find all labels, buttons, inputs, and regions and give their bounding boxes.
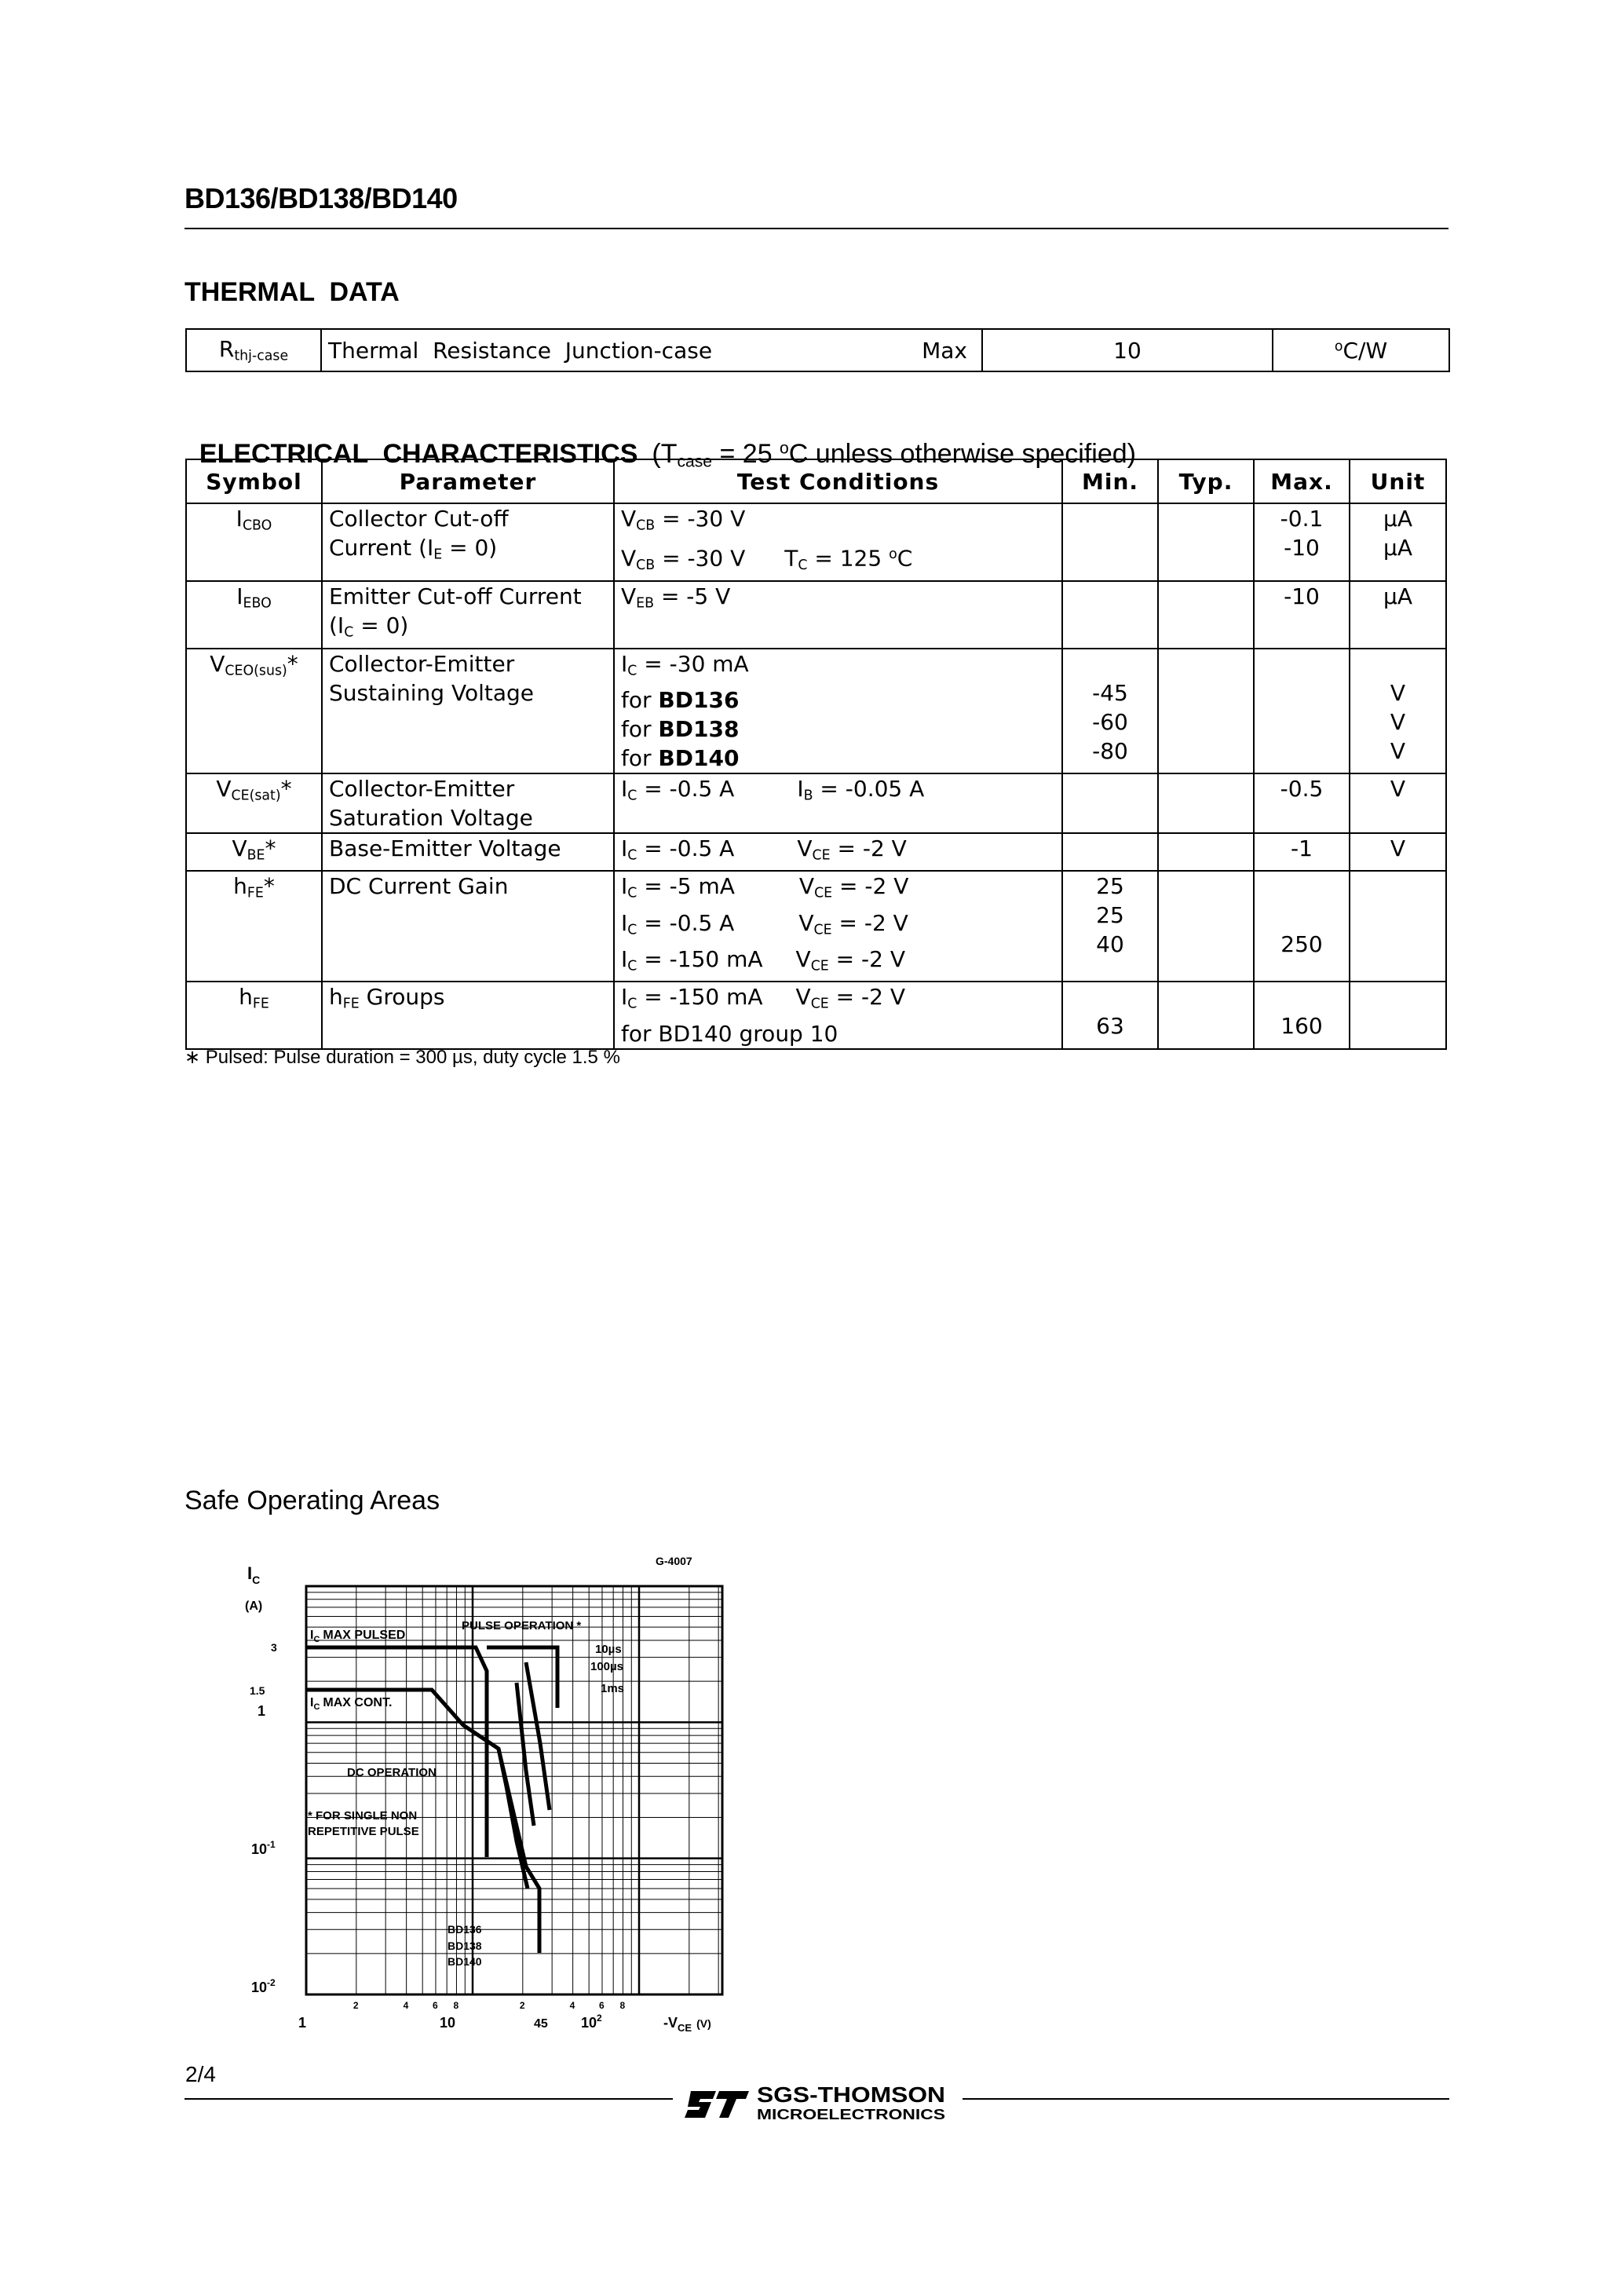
typ-cell (1158, 649, 1254, 773)
conditions-cell: $I_C = -30$ mA for BD136 for BD138 for BD140 (614, 649, 1062, 773)
conditions-cell: $V_{CB} = -30$ V $V_{CB} = -30$ V $T_C = 125$ $^o$C (614, 503, 1062, 581)
ann-100us: 100µs (590, 1660, 624, 1673)
unit-cell (1350, 982, 1446, 1048)
ann-dc-operation: DC OPERATION (347, 1766, 437, 1779)
max-cell: 250 (1254, 871, 1350, 982)
pulse-1ms-line (517, 1683, 534, 1826)
document-title: BD136/BD138/BD140 (184, 182, 458, 214)
symbol-cell: $V_{BE}*$ (186, 833, 322, 871)
symbol-cell: $I_{CBO}$ (186, 503, 322, 581)
unit-cell: V (1350, 773, 1446, 833)
thermal-parameter: Thermal Resistance Junction-case Max (321, 329, 982, 371)
symbol-cell: $V_{CEO(sus)}*$ (186, 649, 322, 773)
footer-rule-left (184, 2098, 673, 2100)
logo-line1: SGS-THOMSON (757, 2082, 945, 2107)
thermal-row (186, 329, 1449, 371)
ann-10us: 10µs (595, 1643, 622, 1656)
y-tick-1.5: 1.5 (250, 1684, 265, 1697)
y-tick-1: 1 (258, 1703, 266, 1719)
x-axis-label: $-V_{CE}$ $^{(V)}$ (663, 2015, 711, 2034)
page-number: 2/4 (185, 2062, 216, 2086)
col-unit: Unit (1350, 459, 1446, 503)
symbol-cell: $h_{FE}*$ (186, 871, 322, 982)
st-logo (685, 2075, 952, 2122)
min-cell (1062, 581, 1158, 648)
footer-rule-right (963, 2098, 1449, 2100)
min-cell: 63 (1062, 982, 1158, 1048)
ann-ic-max-cont: $I_C$ MAX CONT. (310, 1696, 393, 1712)
max-cell: -1 (1254, 833, 1350, 871)
table-row-hfe (186, 871, 1446, 982)
conditions-cell: $I_C = -0.5$ A $V_{CE} = -2$ V (614, 833, 1062, 871)
table-row-hfe-groups (186, 982, 1446, 1048)
conditions-cell: $I_C = -150$ mA $V_{CE} = -2$ V for BD140 group 10 (614, 982, 1062, 1048)
y-axis-label: $I_C$ (247, 1563, 261, 1586)
st-logo-mark (685, 2091, 749, 2118)
x-tick-100: $10^2$ (581, 2013, 602, 2031)
max-cell (1254, 649, 1350, 773)
max-cell: -0.1 -10 (1254, 503, 1350, 581)
x-minor-tick-label: 2 (353, 2000, 359, 2011)
typ-cell (1158, 871, 1254, 982)
max-cell: -0.5 (1254, 773, 1350, 833)
min-cell (1062, 503, 1158, 581)
thermal-table (185, 328, 1450, 372)
parameter-cell: Base-Emitter Voltage (322, 833, 614, 871)
parameter-cell: Collector-Emitter Sustaining Voltage (322, 649, 614, 773)
conditions-cell: $I_C = -5$ mA $V_{CE} = -2$ V $I_C = -0.5$ A $V_{CE} = -2$ V $I_C = -150$ mA $V_{CE} = -2$ V (614, 871, 1062, 982)
max-cell: 160 (1254, 982, 1350, 1048)
table-row-vbe (186, 833, 1446, 871)
x-minor-tick-label: 6 (432, 2000, 438, 2011)
x-tick-10: 10 (440, 2015, 456, 2031)
thermal-value: 10 (982, 329, 1273, 371)
header-rule (184, 228, 1448, 229)
min-cell (1062, 833, 1158, 871)
ann-bd136: BD136 (448, 1923, 482, 1936)
conditions-cell: $I_C = -0.5$ A $I_B = -0.05$ A (614, 773, 1062, 833)
min-cell: -45 -60 -80 (1062, 649, 1158, 773)
table-row-iebo (186, 581, 1446, 648)
ann-single-pulse-2: REPETITIVE PULSE (308, 1825, 419, 1838)
ann-single-pulse-1: * FOR SINGLE NON (308, 1809, 418, 1823)
col-test-conditions: Test Conditions (614, 459, 1062, 503)
col-symbol: Symbol (186, 459, 322, 503)
typ-cell (1158, 833, 1254, 871)
symbol-cell: $V_{CE(sat)}*$ (186, 773, 322, 833)
symbol-cell: $h_{FE}$ (186, 982, 322, 1048)
ann-ic-max-pulsed: $I_C$ MAX PULSED (310, 1629, 406, 1644)
y-axis-unit: (A) (245, 1600, 263, 1613)
logo-line2: MICROELECTRONICS (757, 2107, 945, 2122)
x-tick-45: 45 (534, 2017, 548, 2031)
typ-cell (1158, 773, 1254, 833)
min-cell: 25 25 40 (1062, 871, 1158, 982)
parameter-cell: $h_{FE}$ Groups (322, 982, 614, 1048)
x-minor-tick-label: 8 (619, 2000, 626, 2011)
x-minor-tick-label: 4 (403, 2000, 409, 2011)
thermal-qualifier: Max (922, 337, 967, 364)
unit-cell (1350, 871, 1446, 982)
parameter-cell: Collector Cut-off Current $(I_E = 0)$ (322, 503, 614, 581)
table-row-icbo (186, 503, 1446, 581)
thermal-unit: $^o$C/W (1273, 329, 1449, 371)
col-typ: Typ. (1158, 459, 1254, 503)
y-tick-0.1: $10^{-1}$ (251, 1839, 276, 1857)
conditions-cell: $V_{EB} = -5$ V (614, 581, 1062, 648)
typ-cell (1158, 581, 1254, 648)
symbol-cell: $I_{EBO}$ (186, 581, 322, 648)
y-tick-0.01: $10^{-2}$ (251, 1977, 276, 1995)
pulse-10us-line (487, 1647, 557, 1708)
ann-bd138: BD138 (448, 1940, 482, 1952)
electrical-conditions: ($T_{case} = 25$ $^o$C unless otherwise specified) (652, 439, 1136, 471)
ann-1ms: 1ms (601, 1682, 625, 1695)
typ-cell (1158, 503, 1254, 581)
thermal-symbol: $R_{thj-case}$ (186, 329, 321, 371)
unit-cell: µA µA (1350, 503, 1446, 581)
x-minor-tick-label: 2 (519, 2000, 525, 2011)
min-cell (1062, 773, 1158, 833)
typ-cell (1158, 982, 1254, 1048)
ann-pulse-operation: PULSE OPERATION * (462, 1619, 582, 1632)
soa-chart (236, 1551, 738, 2053)
unit-cell: V (1350, 833, 1446, 871)
electrical-table (185, 459, 1447, 1050)
unit-cell: V V V (1350, 649, 1446, 773)
unit-cell: µA (1350, 581, 1446, 648)
table-row-vceo (186, 649, 1446, 773)
pulsed-footnote: ∗ Pulsed: Pulse duration = 300 µs, duty cycle 1.5 % (184, 1047, 620, 1068)
parameter-cell: Emitter Cut-off Current $(I_C = 0)$ (322, 581, 614, 648)
col-max: Max. (1254, 459, 1350, 503)
figure-code: G-4007 (656, 1555, 692, 1567)
ann-bd140: BD140 (448, 1955, 482, 1968)
col-parameter: Parameter (322, 459, 614, 503)
y-tick-3: 3 (271, 1641, 277, 1654)
col-min: Min. (1062, 459, 1158, 503)
x-tick-1: 1 (298, 2015, 307, 2031)
soa-title: Safe Operating Areas (184, 1486, 440, 1515)
parameter-cell: Collector-Emitter Saturation Voltage (322, 773, 614, 833)
x-minor-tick-label: 8 (453, 2000, 459, 2011)
electrical-title: ELECTRICAL CHARACTERISTICS ($T_{case} = 25$ $^o$C unless otherwise specified) (199, 439, 1136, 471)
x-minor-tick-label: 4 (569, 2000, 575, 2011)
max-cell: -10 (1254, 581, 1350, 648)
table-header-row (186, 459, 1446, 503)
dc-operation-line (499, 1749, 528, 1888)
parameter-cell: DC Current Gain (322, 871, 614, 982)
thermal-data-title: THERMAL DATA (184, 277, 400, 307)
table-row-vcesat (186, 773, 1446, 833)
soa-grid (306, 1586, 722, 2011)
x-minor-tick-label: 6 (598, 2000, 605, 2011)
